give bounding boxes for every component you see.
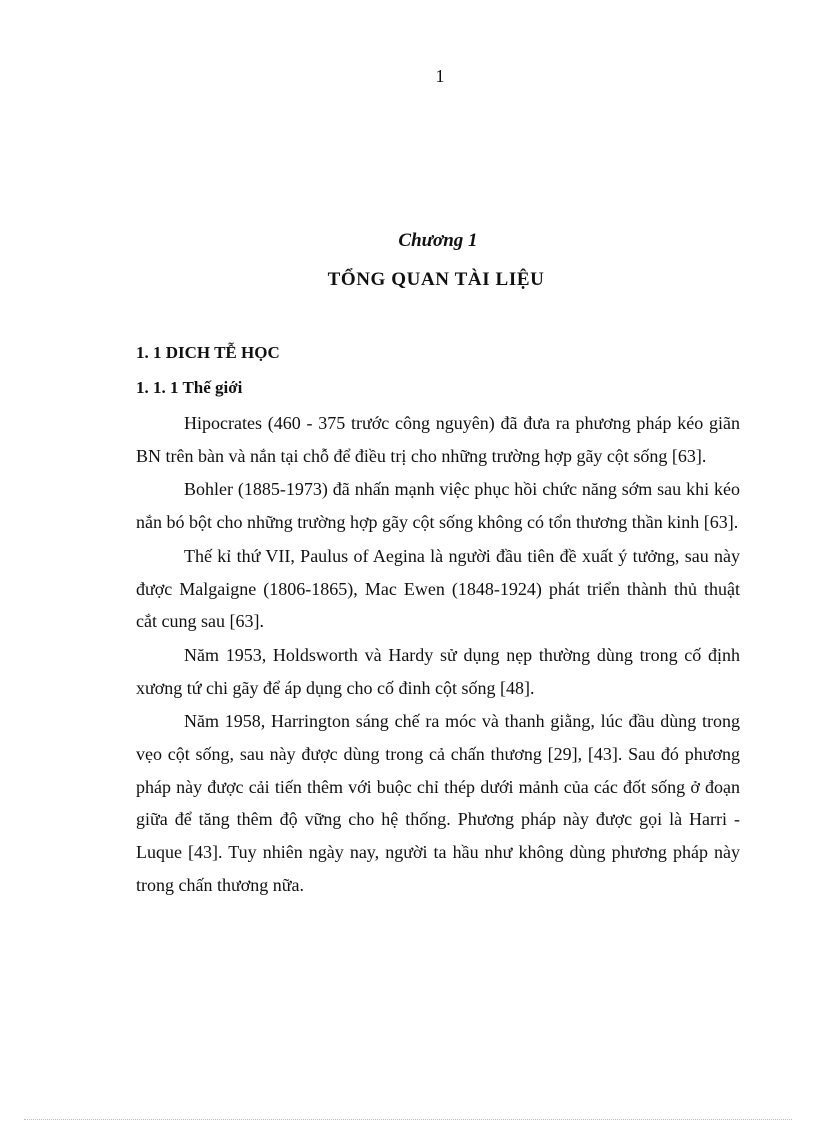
paragraph-bohler: Bohler (1885-1973) đã nhấn mạnh việc phục hồi chức năng sớm sau khi kéo nắn bó bột cho những trường hợp gãy cột sống không có tổn thương thần kinh [63]. xyxy=(136,479,740,533)
page-bottom-divider xyxy=(24,1119,792,1120)
subsection-heading: 1. 1. 1 Thế giới xyxy=(136,378,243,397)
section-heading: 1. 1 DICH TỄ HỌC xyxy=(136,343,280,362)
page-number: 1 xyxy=(435,66,445,86)
paragraph-harrington: Năm 1958, Harrington sáng chế ra móc và thanh giằng, lúc đầu dùng trong vẹo cột sống, sau này được dùng trong cả chấn thương [29], [43]. Sau đó phương pháp này được cải tiến thêm với buộc chỉ thép dưới mảnh của các đốt sống ở đoạn giữa để tăng thêm độ vững cho hệ thống. Phương pháp này được gọi là Harri - Luque [43]. Tuy nhiên ngày nay, người ta hầu như không dùng phương pháp này trong chấn thương nữa. xyxy=(136,711,740,895)
paragraph-holdsworth: Năm 1953, Holdsworth và Hardy sử dụng nẹp thường dùng trong cố định xương tứ chi gãy để áp dụng cho cố đinh cột sống [48]. xyxy=(136,644,740,698)
paragraph-paulus: Thế kỉ thứ VII, Paulus of Aegina là người đầu tiên đề xuất ý tưởng, sau này được Malgaigne (1806-1865), Mac Ewen (1848-1924) phát triển thành thủ thuật cắt cung sau [63]. xyxy=(136,545,740,632)
chapter-label: Chương 1 xyxy=(398,230,478,251)
body-content xyxy=(136,340,740,903)
paragraph-hipocrates: Hipocrates (460 - 375 trước công nguyên) đã đưa ra phương pháp kéo giãn BN trên bàn và nắn tại chỗ để điều trị cho những trường hợp gãy cột sống [63]. xyxy=(136,413,740,466)
chapter-title: TỔNG QUAN TÀI LIỆU xyxy=(327,269,545,290)
